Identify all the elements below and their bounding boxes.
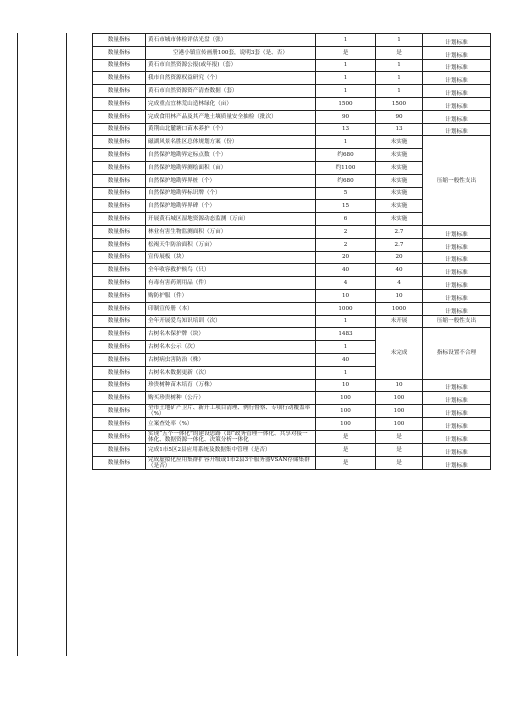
table-row xyxy=(93,405,491,418)
target-value: 10 xyxy=(316,379,376,392)
indicator-type: 数量指标 xyxy=(93,353,146,366)
indicator-name: 有毒有害药剂用品（件） xyxy=(146,277,316,290)
deviation-reason: 计划标准 xyxy=(423,264,491,277)
target-value: 约680 xyxy=(316,174,376,187)
deviation-reason: 计划标准 xyxy=(423,430,491,443)
indicator-type: 数量指标 xyxy=(93,149,146,162)
table-row xyxy=(93,110,491,123)
table-row xyxy=(93,456,491,469)
indicator-type: 数量指标 xyxy=(93,456,146,469)
target-value: 1 xyxy=(316,366,376,379)
target-value: 6 xyxy=(316,213,376,226)
deviation-reason: 计划标准 xyxy=(423,225,491,238)
indicator-type: 数量指标 xyxy=(93,302,146,315)
indicator-name: 松褐天牛防治面积（万亩） xyxy=(146,238,316,251)
indicator-name: 实现“五个一体化”的建设思路（即“政务管理一体化、共享对接一体化、数据资源一体化、决策分析一体化 xyxy=(146,430,316,443)
indicator-name: 自然保护地勘界界碑（个） xyxy=(146,200,316,213)
deviation-reason: 计划标准 xyxy=(423,405,491,418)
indicator-type: 数量指标 xyxy=(93,46,146,59)
actual-value: 90 xyxy=(376,110,423,123)
deviation-reason: 计划标准 xyxy=(423,110,491,123)
indicator-name: 古树病虫害防治（株） xyxy=(146,353,316,366)
target-value: 是 xyxy=(316,430,376,443)
target-value: 100 xyxy=(316,392,376,405)
table-row xyxy=(93,123,491,136)
indicator-name: 黄荆山北麓塘口苗木养护（个） xyxy=(146,123,316,136)
actual-value: 未实施 xyxy=(376,174,423,187)
indicator-name: 自然保护地勘界标识牌（个） xyxy=(146,187,316,200)
indicator-name: 自然保护地勘界测绘面积（亩） xyxy=(146,161,316,174)
actual-value: 未实施 xyxy=(376,213,423,226)
actual-value: 未实施 xyxy=(376,200,423,213)
actual-value: 未实施 xyxy=(376,161,423,174)
deviation-reason: 计划标准 xyxy=(423,302,491,315)
actual-value: 1 xyxy=(376,85,423,98)
target-value: 20 xyxy=(316,251,376,264)
table-row xyxy=(93,315,491,328)
target-value: 2 xyxy=(316,238,376,251)
indicator-name: 自然保护地勘界界桩（个） xyxy=(146,174,316,187)
indicator-name: 全年开展爱鸟知识培训（次） xyxy=(146,315,316,328)
target-value: 100 xyxy=(316,405,376,418)
actual-value: 是 xyxy=(376,46,423,59)
actual-value-group: 未完成 xyxy=(376,328,423,379)
deviation-reason: 压缩一般性支出 xyxy=(423,315,491,328)
target-value: 40 xyxy=(316,264,376,277)
indicator-type: 数量指标 xyxy=(93,341,146,354)
table-row xyxy=(93,97,491,110)
table-row xyxy=(93,264,491,277)
target-value: 约680 xyxy=(316,149,376,162)
indicator-type: 数量指标 xyxy=(93,136,146,149)
indicator-type: 数量指标 xyxy=(93,328,146,341)
deviation-reason: 计划标准 xyxy=(423,418,491,431)
target-value: 1 xyxy=(316,59,376,72)
table-row xyxy=(93,328,491,341)
indicator-name: 古树名木数据更新（次） xyxy=(146,366,316,379)
deviation-reason: 计划标准 xyxy=(423,238,491,251)
actual-value: 未实施 xyxy=(376,187,423,200)
actual-value: 100 xyxy=(376,418,423,431)
target-value: 4 xyxy=(316,277,376,290)
actual-value: 1 xyxy=(376,72,423,85)
deviation-reason: 计划标准 xyxy=(423,379,491,392)
target-value: 1 xyxy=(316,34,376,47)
deviation-reason: 计划标准 xyxy=(423,34,491,47)
table-row xyxy=(93,443,491,456)
target-value: 约1100 xyxy=(316,161,376,174)
actual-value: 2.7 xyxy=(376,225,423,238)
deviation-reason: 计划标准 xyxy=(423,251,491,264)
indicator-name: 我市自然资源权益研究（个） xyxy=(146,72,316,85)
target-value: 是 xyxy=(316,443,376,456)
indicator-type: 数量指标 xyxy=(93,379,146,392)
actual-value: 4 xyxy=(376,277,423,290)
actual-value: 是 xyxy=(376,456,423,469)
indicator-type: 数量指标 xyxy=(93,161,146,174)
target-value: 10 xyxy=(316,289,376,302)
actual-value: 20 xyxy=(376,251,423,264)
indicator-type: 数量指标 xyxy=(93,430,146,443)
indicator-name: 印制宣传册（本） xyxy=(146,302,316,315)
target-value: 5 xyxy=(316,187,376,200)
actual-value: 100 xyxy=(376,392,423,405)
deviation-reason: 计划标准 xyxy=(423,72,491,85)
target-value: 1 xyxy=(316,341,376,354)
table-row xyxy=(93,238,491,251)
indicator-name: 珍贵树种苗木培育（万株） xyxy=(146,379,316,392)
indicator-type: 数量指标 xyxy=(93,97,146,110)
target-value: 1483 xyxy=(316,328,376,341)
indicator-type: 数量指标 xyxy=(93,187,146,200)
indicator-name: 磁湖风景名胜区总体规划方案（份） xyxy=(146,136,316,149)
indicator-type: 数量指标 xyxy=(93,366,146,379)
target-value: 13 xyxy=(316,123,376,136)
actual-value: 100 xyxy=(376,405,423,418)
target-value: 100 xyxy=(316,418,376,431)
indicator-type: 数量指标 xyxy=(93,174,146,187)
indicator-type: 数量指标 xyxy=(93,200,146,213)
indicator-name: 完成1市5区2县应用系统及数据集中管理（是否） xyxy=(146,443,316,456)
target-value: 1 xyxy=(316,85,376,98)
target-value: 15 xyxy=(316,200,376,213)
indicator-name: 购买珍贵树种（公斤） xyxy=(146,392,316,405)
deviation-reason: 计划标准 xyxy=(423,443,491,456)
actual-value: 1 xyxy=(376,59,423,72)
actual-value: 10 xyxy=(376,379,423,392)
deviation-reason: 计划标准 xyxy=(423,456,491,469)
table-row xyxy=(93,136,491,149)
table-row xyxy=(93,46,491,59)
actual-value: 1 xyxy=(376,34,423,47)
indicator-name: 古树名木公示（次） xyxy=(146,341,316,354)
indicator-type: 数量指标 xyxy=(93,315,146,328)
actual-value: 2.7 xyxy=(376,238,423,251)
indicator-type: 数量指标 xyxy=(93,277,146,290)
table-row xyxy=(93,34,491,47)
indicator-name: 开展黄石城区湿地资源动态监测（万亩） xyxy=(146,213,316,226)
indicator-type: 数量指标 xyxy=(93,225,146,238)
table-row xyxy=(93,289,491,302)
indicator-name: 林业有害生物监测面积（万亩） xyxy=(146,225,316,238)
deviation-reason: 计划标准 xyxy=(423,97,491,110)
indicator-name: 购防护服（件） xyxy=(146,289,316,302)
table-row xyxy=(93,72,491,85)
indicator-name: 完成食用林产品及其产地土壤质量安全抽检（批次） xyxy=(146,110,316,123)
indicator-name: 宣传展板（块） xyxy=(146,251,316,264)
table-row xyxy=(93,430,491,443)
indicator-name: 立案查处率（%） xyxy=(146,418,316,431)
deviation-reason-group: 指标设置不合理 xyxy=(423,328,491,379)
table-row xyxy=(93,379,491,392)
actual-value: 10 xyxy=(376,289,423,302)
indicator-name: 黄石市自然资源资产清查数据（套） xyxy=(146,85,316,98)
indicator-type: 数量指标 xyxy=(93,418,146,431)
actual-value: 1000 xyxy=(376,302,423,315)
indicator-type: 数量指标 xyxy=(93,59,146,72)
indicator-type: 数量指标 xyxy=(93,392,146,405)
deviation-reason: 计划标准 xyxy=(423,123,491,136)
target-value: 1 xyxy=(316,136,376,149)
left-indent-line xyxy=(66,33,67,656)
actual-value: 是 xyxy=(376,430,423,443)
actual-value: 未实施 xyxy=(376,149,423,162)
indicator-type: 数量指标 xyxy=(93,238,146,251)
target-value: 是 xyxy=(316,46,376,59)
indicator-type: 数量指标 xyxy=(93,34,146,47)
actual-value: 未实施 xyxy=(376,136,423,149)
table-row xyxy=(93,418,491,431)
indicator-name: 全市土地矿产卫片、新开工项目清理、例行督察、专项行动覆盖率（%） xyxy=(146,405,316,418)
table-row xyxy=(93,85,491,98)
indicator-type: 数量指标 xyxy=(93,251,146,264)
table-row xyxy=(93,277,491,290)
table-row xyxy=(93,59,491,72)
indicator-name: 黄石市自然资源公报(或年报)（套） xyxy=(146,59,316,72)
indicator-type: 数量指标 xyxy=(93,213,146,226)
target-value: 是 xyxy=(316,456,376,469)
indicator-name: 古树名木保护牌（块） xyxy=(146,328,316,341)
actual-value: 未开展 xyxy=(376,315,423,328)
deviation-reason: 计划标准 xyxy=(423,85,491,98)
deviation-reason-group: 压缩一般性支出 xyxy=(423,136,491,226)
target-value: 1 xyxy=(316,315,376,328)
indicator-type: 数量指标 xyxy=(93,405,146,418)
indicator-type: 数量指标 xyxy=(93,264,146,277)
actual-value: 40 xyxy=(376,264,423,277)
target-value: 1500 xyxy=(316,97,376,110)
indicator-name: 完成虚拟化应用集群扩容升级或1市2县3个服务器VSAN存储集群（是否） xyxy=(146,456,316,469)
performance-indicator-table xyxy=(92,33,491,470)
indicator-type: 数量指标 xyxy=(93,72,146,85)
actual-value: 1500 xyxy=(376,97,423,110)
table-row xyxy=(93,251,491,264)
deviation-reason: 计划标准 xyxy=(423,392,491,405)
actual-value: 13 xyxy=(376,123,423,136)
indicator-type: 数量指标 xyxy=(93,85,146,98)
indicator-type: 数量指标 xyxy=(93,443,146,456)
indicator-type: 数量指标 xyxy=(93,110,146,123)
deviation-reason: 计划标准 xyxy=(423,46,491,59)
deviation-reason: 计划标准 xyxy=(423,289,491,302)
indicator-type: 数量指标 xyxy=(93,123,146,136)
deviation-reason: 计划标准 xyxy=(423,277,491,290)
target-value: 40 xyxy=(316,353,376,366)
target-value: 2 xyxy=(316,225,376,238)
deviation-reason: 计划标准 xyxy=(423,59,491,72)
table-row xyxy=(93,392,491,405)
indicator-name: 自然保护地勘界定标点数（个） xyxy=(146,149,316,162)
target-value: 1 xyxy=(316,72,376,85)
actual-value: 是 xyxy=(376,443,423,456)
indicator-name: 完成重点宜林荒山造林绿化（亩） xyxy=(146,97,316,110)
target-value: 90 xyxy=(316,110,376,123)
left-margin-line xyxy=(17,33,18,656)
indicator-type: 数量指标 xyxy=(93,289,146,302)
target-value: 1000 xyxy=(316,302,376,315)
table-row xyxy=(93,302,491,315)
indicator-name: 黄石市城市体检评估光盘（张） xyxy=(146,34,316,47)
indicator-name: 全年收容救护候鸟（只） xyxy=(146,264,316,277)
indicator-name: 空港小镇宣传画册100套，说明3套（是、否） xyxy=(146,46,316,59)
table-row xyxy=(93,225,491,238)
